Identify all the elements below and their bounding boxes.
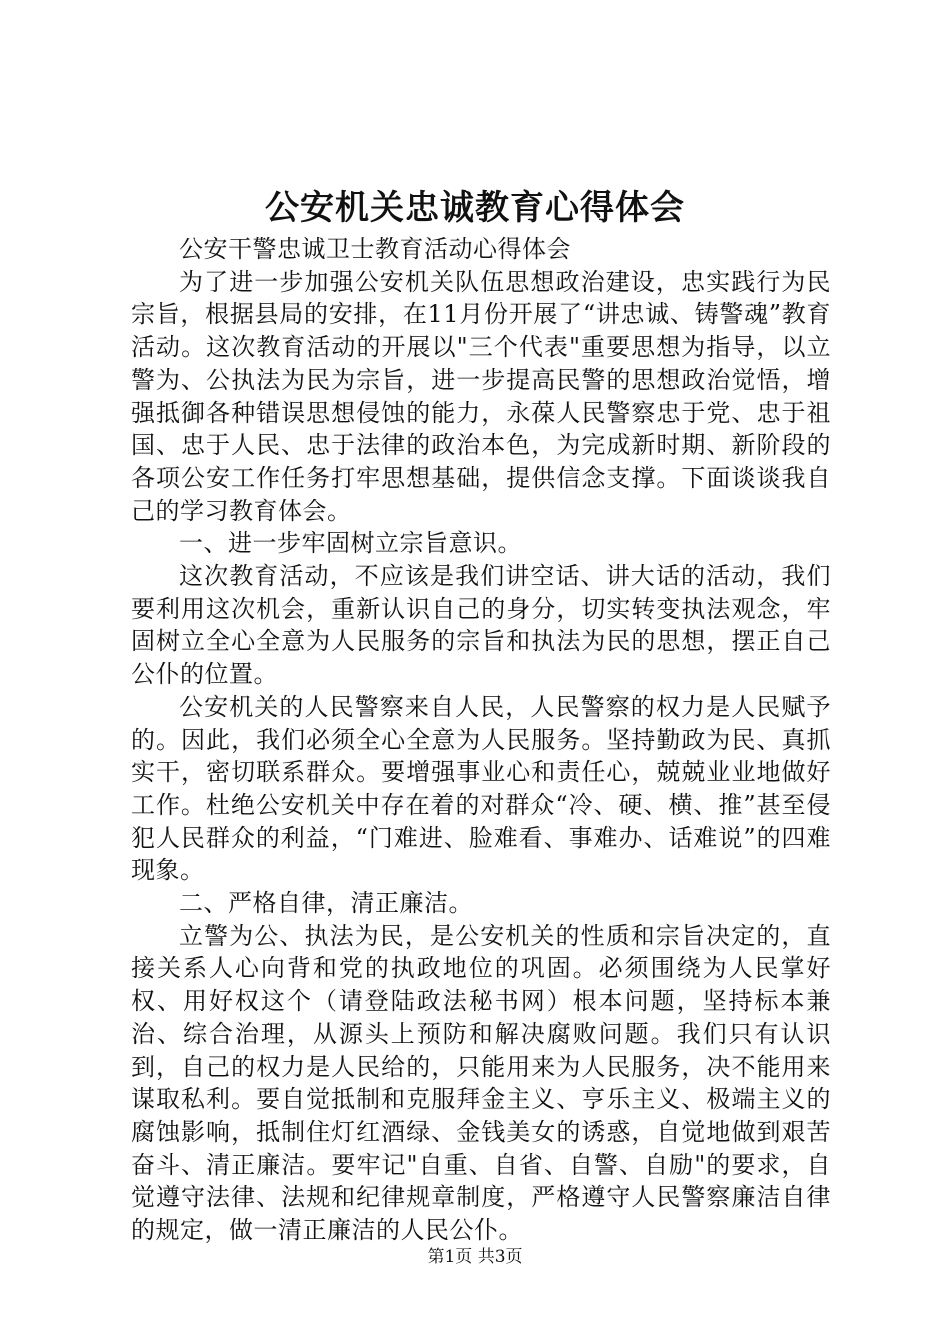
document-title: 公安机关忠诚教育心得体会 [265,188,685,228]
document-body [131,233,831,1247]
section-heading-1: 一、进一步牢固树立宗旨意识。 [179,529,522,558]
body-paragraph: 公安机关的人民警察来自人民，人民警察的权力是人民赋予的。因此，我们必须全心全意为人民服务。坚持勤政为民、真抓实干，密切联系群众。要增强事业心和责任心，兢兢业业地做好工作。杜绝公安机关中存在着的对群众“冷、硬、横、推”甚至侵犯人民群众的利益，“门难进、脸难看、事难办、话难说”的四难现象。 [131,692,831,885]
subtitle-paragraph: 公安干警忠诚卫士教育活动心得体会 [179,235,571,263]
intro-paragraph: 为了进一步加强公安机关队伍思想政治建设，忠实践行为民宗旨，根据县局的安排，在11月份开展了“讲忠诚、铸警魂”教育活动。这次教育活动的开展以"三个代表"重要思想为指导，以立警为、公执法为民为宗旨，进一步提高民警的思想政治觉悟，增强抵御各种错误思想侵蚀的能力，永葆人民警察忠于党、忠于祖国、忠于人民、忠于法律的政治本色，为完成新时期、新阶段的各项公安工作任务打牢思想基础，提供信念支撑。下面谈谈我自己的学习教育体会。 [131,267,831,525]
body-paragraph: 立警为公、执法为民，是公安机关的性质和宗旨决定的，直接关系人心向背和党的执政地位的巩固。必须围绕为人民掌好权、用好权这个（请登陆政法秘书网）根本问题，坚持标本兼治、综合治理，从源头上预防和解决腐败问题。我们只有认识到，自己的权力是人民给的，只能用来为人民服务，决不能用来谋取私利。要自觉抵制和克服拜金主义、亨乐主义、极端主义的腐蚀影响，抵制住灯红酒绿、金钱美女的诱惑，自觉地做到艰苦奋斗、清正廉洁。要牢记"自重、自省、自警、自励"的要求，自觉遵守法律、法规和纪律规章制度，严格遵守人民警察廉洁自律的规定，做一清正廉洁的人民公仆。 [131,921,831,1245]
section-heading-2: 二、严格自律，清正廉洁。 [179,889,473,918]
page-number-footer: 第1页 共3页 [427,1247,523,1267]
body-paragraph: 这次教育活动，不应该是我们讲空话、讲大话的活动，我们要利用这次机会，重新认识自己的身分，切实转变执法观念，牢固树立全心全意为人民服务的宗旨和执法为民的思想，摆正自己公仆的位置。 [131,562,831,689]
